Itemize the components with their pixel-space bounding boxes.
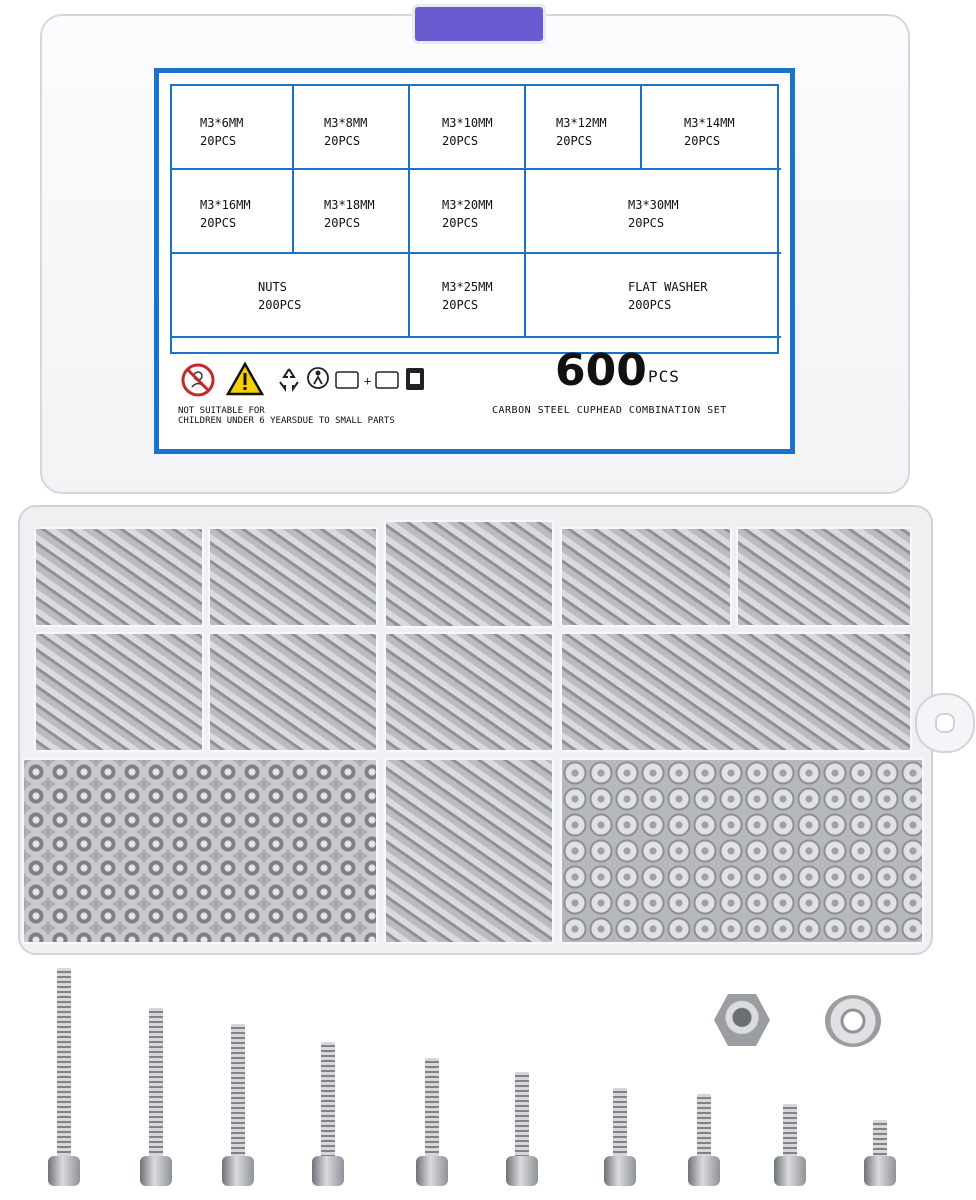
- lid-latch: [412, 4, 546, 44]
- disposal-icon: [306, 364, 330, 392]
- cell-size: M3*14MM: [684, 116, 735, 130]
- cell-size: M3*12MM: [556, 116, 607, 130]
- label-cell: [172, 170, 294, 254]
- cell-size: M3*10MM: [442, 116, 493, 130]
- tray-compartment: [384, 632, 554, 752]
- tray-compartment: [208, 632, 378, 752]
- label-cell: [526, 86, 642, 170]
- cell-size: M3*25MM: [442, 280, 493, 294]
- cell-qty: 200PCS: [258, 298, 302, 312]
- cell-qty: 20PCS: [442, 216, 479, 230]
- cell-qty: 20PCS: [628, 216, 665, 230]
- warning-line: CHILDREN UNDER 6 YEARSDUE TO SMALL PARTS: [178, 416, 395, 426]
- screw-12mm: [600, 1088, 640, 1186]
- label-cell: [526, 170, 781, 254]
- label-cell: [410, 86, 526, 170]
- label-cell: [410, 254, 526, 338]
- cell-qty: 20PCS: [442, 134, 479, 148]
- cell-size: FLAT WASHER: [628, 280, 708, 294]
- label-cell: [642, 86, 781, 170]
- warning-triangle-icon: [226, 362, 264, 396]
- cell-qty: 20PCS: [324, 216, 361, 230]
- cell-size: M3*16MM: [200, 198, 251, 212]
- cell-qty: 20PCS: [442, 298, 479, 312]
- cell-size: NUTS: [258, 280, 287, 294]
- tray-compartment: [384, 758, 554, 944]
- tray-compartment: [384, 520, 554, 628]
- label-cell: [294, 170, 410, 254]
- tray-compartment: [34, 632, 204, 752]
- cell-qty: 20PCS: [324, 134, 361, 148]
- tray-compartment: [560, 527, 732, 627]
- label-cell: [410, 170, 526, 254]
- screw-18mm: [308, 1042, 348, 1186]
- cell-size: M3*18MM: [324, 198, 375, 212]
- tray-compartment: [34, 527, 204, 627]
- cell-qty: 20PCS: [556, 134, 593, 148]
- warning-text: [178, 406, 395, 426]
- total-count: 600: [555, 345, 647, 396]
- cell-size: M3*6MM: [200, 116, 244, 130]
- screw-20mm: [218, 1024, 258, 1186]
- hex-nut: [714, 994, 770, 1046]
- label-cell: [172, 86, 294, 170]
- flat-washer: [825, 995, 881, 1047]
- total-unit: PCS: [648, 367, 680, 386]
- label-cell: [294, 86, 410, 170]
- washer-compartment: [560, 758, 924, 944]
- cell-size: M3*30MM: [628, 198, 679, 212]
- label-cell: [526, 254, 781, 338]
- tray-compartment: [208, 527, 378, 627]
- set-name: CARBON STEEL CUPHEAD COMBINATION SET: [492, 405, 727, 416]
- warning-line: NOT SUITABLE FOR: [178, 406, 265, 416]
- svg-text:+: +: [364, 374, 372, 388]
- hang-tab: [915, 693, 975, 753]
- bin-icon: [334, 364, 430, 394]
- screw-14mm: [502, 1072, 542, 1186]
- cell-qty: 20PCS: [684, 134, 721, 148]
- screw-16mm: [412, 1058, 452, 1186]
- tray-compartment: [560, 632, 912, 752]
- cell-size: M3*20MM: [442, 198, 493, 212]
- nuts-compartment: [22, 758, 378, 944]
- tray-compartment: [736, 527, 912, 627]
- cell-qty: 200PCS: [628, 298, 672, 312]
- cell-qty: 20PCS: [200, 216, 237, 230]
- cell-size: M3*8MM: [324, 116, 368, 130]
- recycle-icon: [276, 366, 302, 392]
- screw-25mm: [136, 1008, 176, 1186]
- screw-10mm: [684, 1094, 724, 1186]
- screw-6mm: [860, 1120, 900, 1186]
- label-cell: [172, 254, 410, 338]
- screw-30mm: [44, 968, 84, 1186]
- cell-qty: 20PCS: [200, 134, 237, 148]
- label-grid: [170, 84, 779, 354]
- screw-8mm: [770, 1104, 810, 1186]
- no-children-icon: [180, 362, 216, 398]
